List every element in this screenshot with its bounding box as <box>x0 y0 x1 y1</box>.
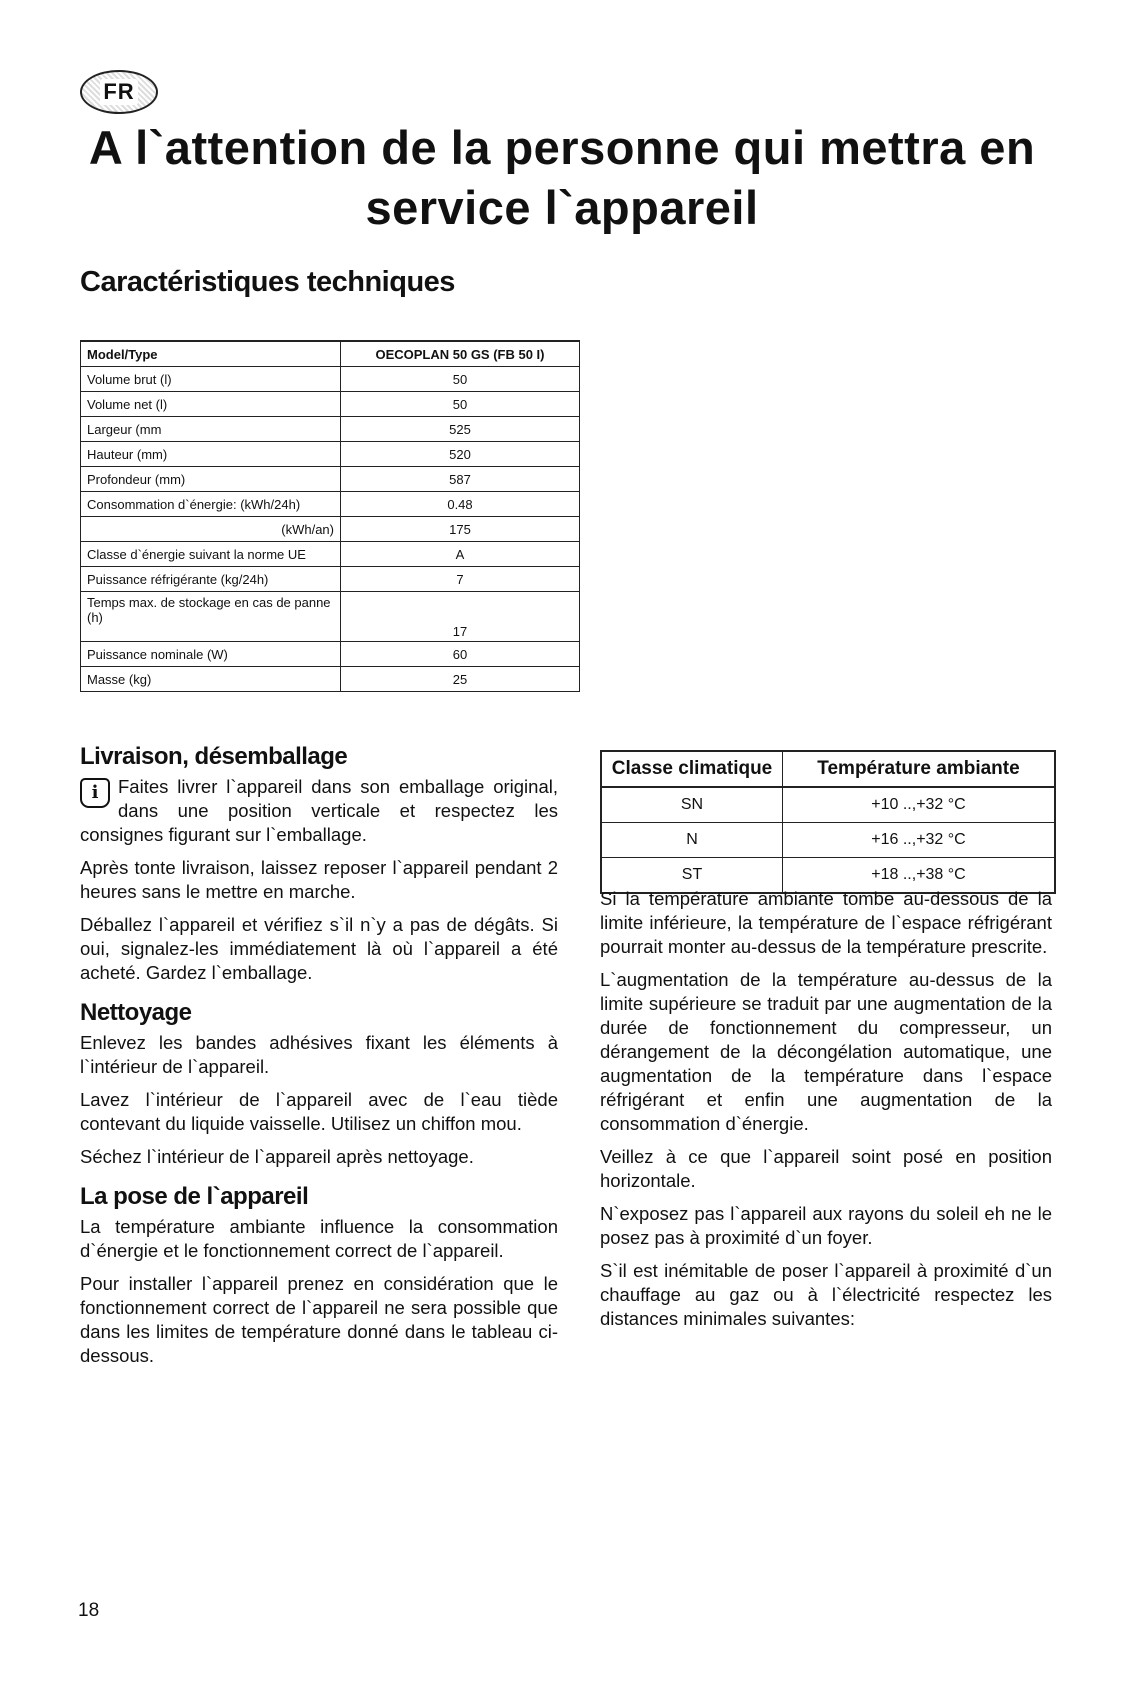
page-title-line-1: A l`attention de la personne qui mettra en <box>88 121 1036 174</box>
right-paragraph-4: N`exposez pas l`appareil aux rayons du soleil eh ne le posez pas à proximité d`un foyer. <box>600 1203 1052 1248</box>
right-paragraph-3: Veillez à ce que l`appareil soint posé en position horizontale. <box>600 1146 1052 1191</box>
table-cell: Profondeur (mm) <box>81 467 341 492</box>
table-cell: ST <box>601 858 783 894</box>
table-cell: 25 <box>341 667 580 692</box>
info-icon: i <box>80 778 110 808</box>
specs-heading: Caractéristiques techniques <box>80 266 455 298</box>
table-cell: Masse (kg) <box>81 667 341 692</box>
table-header-row <box>601 751 1055 787</box>
table-cell: 50 <box>341 367 580 392</box>
specs-table <box>80 340 580 692</box>
table-row <box>81 517 580 542</box>
table-cell: Volume brut (l) <box>81 367 341 392</box>
livraison-paragraph-2: Après tonte livraison, laissez reposer l`appareil pendant 2 heures sans le mettre en marche. <box>80 857 558 902</box>
table-row <box>81 467 580 492</box>
page-number: 18 <box>78 1600 100 1621</box>
table-cell: Puissance nominale (W) <box>81 642 341 667</box>
page-title-line-2: service l`appareil <box>365 181 759 234</box>
table-row <box>81 542 580 567</box>
table-row <box>601 787 1055 823</box>
right-column <box>600 887 1052 1340</box>
language-badge-label: FR <box>100 79 137 105</box>
table-cell: 17 <box>341 592 580 642</box>
table-cell: (kWh/an) <box>81 517 341 542</box>
livraison-paragraph-1 <box>80 775 558 847</box>
table-cell: Hauteur (mm) <box>81 442 341 467</box>
livraison-paragraph-1-text: Faites livrer l`appareil dans son emballage original, dans une position verticale et respectez les consignes figurant sur l`emballage. <box>80 776 558 845</box>
table-cell: Largeur (mm <box>81 417 341 442</box>
table-row <box>81 392 580 417</box>
table-row <box>81 567 580 592</box>
table-row <box>81 642 580 667</box>
table-cell: Volume net (l) <box>81 392 341 417</box>
table-row <box>601 823 1055 858</box>
page-title <box>60 118 1064 238</box>
table-header-cell: Température ambiante <box>783 751 1056 787</box>
nettoyage-paragraph-3: Séchez l`intérieur de l`appareil après nettoyage. <box>80 1146 474 1167</box>
climate-table <box>600 750 1056 894</box>
table-row <box>81 442 580 467</box>
right-paragraph-1: Si la température ambiante tombe au-dessous de la limite inférieure, la température de l`espace réfrigérant pourrait monter au-dessus de la température prescrite. <box>600 888 1052 957</box>
table-cell: SN <box>601 787 783 823</box>
table-cell: 0.48 <box>341 492 580 517</box>
table-cell: Temps max. de stockage en cas de panne (h) <box>81 592 341 642</box>
nettoyage-heading: Nettoyage <box>80 999 192 1026</box>
pose-heading: La pose de l`appareil <box>80 1183 309 1210</box>
table-cell: +16 ..,+32 °C <box>783 823 1056 858</box>
table-cell: 525 <box>341 417 580 442</box>
table-cell: Classe d`énergie suivant la norme UE <box>81 542 341 567</box>
table-row <box>81 592 580 642</box>
table-header-row <box>81 341 580 367</box>
table-row <box>81 492 580 517</box>
table-cell: +10 ..,+32 °C <box>783 787 1056 823</box>
left-column <box>80 745 558 1377</box>
table-header-cell: OECOPLAN 50 GS (FB 50 I) <box>341 341 580 367</box>
table-cell: 50 <box>341 392 580 417</box>
pose-paragraph-2: Pour installer l`appareil prenez en considération que le fonctionnement correct de l`appareil ne sera possible que dans les limites de température donné dans le tableau ci-dessous. <box>80 1273 558 1366</box>
table-row <box>81 667 580 692</box>
table-cell: Consommation d`énergie: (kWh/24h) <box>81 492 341 517</box>
table-cell: +18 ..,+38 °C <box>783 858 1056 894</box>
right-paragraph-5: S`il est inémitable de poser l`appareil à proximité d`un chauffage au gaz ou à l`électricité respectez les distances minimales suivantes: <box>600 1260 1052 1329</box>
table-cell: 60 <box>341 642 580 667</box>
language-badge <box>80 70 158 114</box>
table-cell: 587 <box>341 467 580 492</box>
table-cell: 175 <box>341 517 580 542</box>
livraison-paragraph-3: Déballez l`appareil et vérifiez s`il n`y a pas de dégâts. Si oui, signalez-les immédiatement là où l`appareil a été acheté. Gardez l`emballage. <box>80 914 558 983</box>
table-cell: N <box>601 823 783 858</box>
nettoyage-paragraph-2: Lavez l`intérieur de l`appareil avec de l`eau tiède contevant du liquide vaisselle. Utilisez un chiffon mou. <box>80 1089 558 1134</box>
nettoyage-paragraph-1: Enlevez les bandes adhésives fixant les éléments à l`intérieur de l`appareil. <box>80 1032 558 1077</box>
table-cell: 7 <box>341 567 580 592</box>
right-paragraph-2: L`augmentation de la température au-dessus de la limite supérieure se traduit par une augmentation de la durée de fonctionnement du compresseur, un dérangement de la décongélation automatique, une augmentation de la température dans l`espace réfrigérant et enfin une augmentation de la consommation d`énergie. <box>600 969 1052 1134</box>
livraison-heading: Livraison, désemballage <box>80 743 348 770</box>
table-row <box>81 417 580 442</box>
table-cell: Puissance réfrigérante (kg/24h) <box>81 567 341 592</box>
pose-paragraph-1: La température ambiante influence la consommation d`énergie et le fonctionnement correct de l`appareil. <box>80 1216 558 1261</box>
table-cell: A <box>341 542 580 567</box>
table-header-cell: Model/Type <box>81 341 341 367</box>
table-row <box>81 367 580 392</box>
table-header-cell: Classe climatique <box>601 751 783 787</box>
table-cell: 520 <box>341 442 580 467</box>
